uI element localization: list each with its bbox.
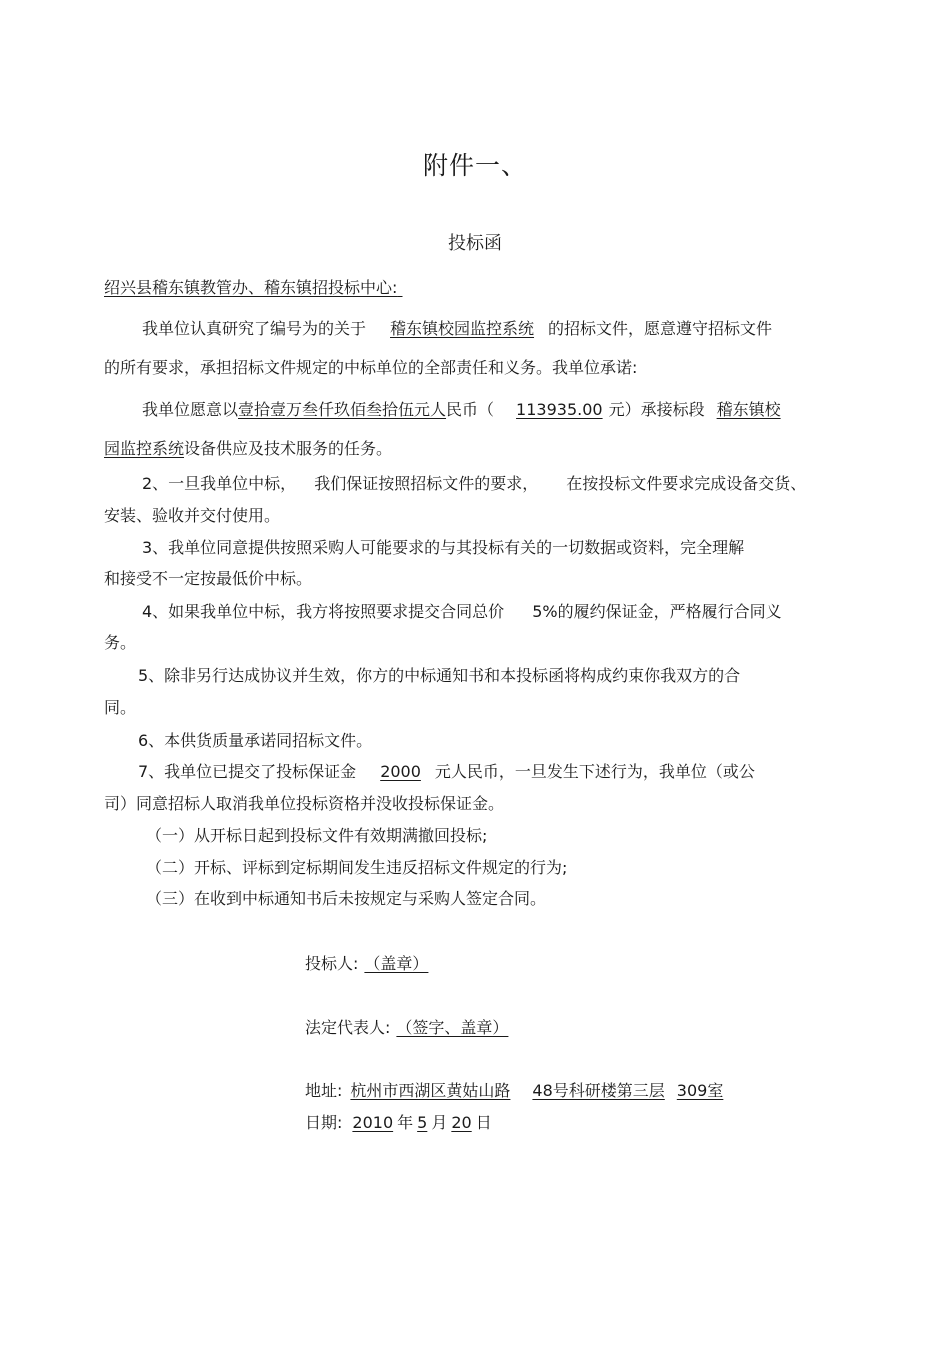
para1-line2: 的所有要求，承担招标文件规定的中标单位的全部责任和义务。我单位承诺: <box>104 358 638 377</box>
amount-number: 113935.00 <box>516 400 603 419</box>
date-label: 日期: <box>305 1113 343 1132</box>
item2-text-b: 我们保证按照招标文件的要求， <box>314 474 539 493</box>
legal-rep-line <box>305 1017 548 1039</box>
section-name-a: 稽东镇校 <box>716 400 781 419</box>
item1-text-b: 民币（ <box>446 400 495 419</box>
item4-line1 <box>142 601 782 623</box>
address-street: 杭州市西湖区黄姑山路 <box>350 1081 511 1100</box>
legal-rep-label: 法定代表人: <box>305 1018 391 1037</box>
condition-item: （一）从开标日起到投标文件有效期满撤回投标; <box>146 826 488 845</box>
condition-item: （三）在收到中标通知书后未按规定与采购人签定合同。 <box>146 889 547 908</box>
item4-line2: 务。 <box>104 633 137 652</box>
date-year: 2010 <box>352 1113 394 1132</box>
addressee <box>104 277 431 299</box>
item1-text-a: 我单位愿意以 <box>142 400 239 419</box>
item5-line1: 5、除非另行达成协议并生效，你方的中标通知书和本投标函将构成约束你我双方的合 <box>138 666 741 685</box>
amount-in-words: 壹拾壹万叁仟玖佰叁拾伍元人 <box>238 400 447 419</box>
project-name: 稽东镇校园监控系统 <box>390 319 535 338</box>
item1-text-d: 设备供应及技术服务的任务。 <box>184 439 393 458</box>
page-title: 附件一、 <box>422 151 527 180</box>
item3-line2: 和接受不一定按最低价中标。 <box>104 569 313 588</box>
item5-line2: 同。 <box>104 698 137 717</box>
date-day-unit: 日 <box>475 1113 492 1132</box>
date-day: 20 <box>451 1113 472 1132</box>
bidder-line <box>305 953 438 975</box>
item2-line2: 安装、验收并交付使用。 <box>104 506 281 525</box>
item1-line1 <box>142 399 781 421</box>
date-line <box>305 1112 492 1134</box>
deposit-amount: 2000 <box>380 762 421 781</box>
section-name-b: 园监控系统 <box>104 439 185 458</box>
para1-text-b: 的招标文件，愿意遵守招标文件 <box>548 319 773 338</box>
document-subtitle: 投标函 <box>448 233 502 254</box>
date-year-unit: 年 <box>397 1113 414 1132</box>
item7-line2: 司）同意招标人取消我单位投标资格并没收投标保证金。 <box>104 794 505 813</box>
address-building: 48号科研楼第三层 <box>532 1081 665 1100</box>
item7-text-b: 元人民币，一旦发生下述行为，我单位（或公 <box>434 762 755 781</box>
addressee-text: 绍兴县稽东镇教管办、稽东镇招投标中心: <box>104 278 398 297</box>
item7-text-a: 7、我单位已提交了投标保证金 <box>138 762 357 781</box>
address-room: 309室 <box>676 1081 724 1100</box>
item3-line1: 3、我单位同意提供按照采购人可能要求的与其投标有关的一切数据或资料，完全理解 <box>142 538 745 557</box>
address-label: 地址: <box>305 1081 343 1100</box>
item1-text-c: 元）承接标段 <box>608 400 705 419</box>
bidder-label: 投标人: <box>305 954 359 973</box>
addressee-blank <box>397 277 431 299</box>
date-month: 5 <box>417 1113 428 1132</box>
item1-line2 <box>104 438 392 460</box>
bidder-seal: （盖章） <box>364 954 429 973</box>
legal-rep-signature: （签字、盖章） <box>396 1018 509 1037</box>
bond-percent: 5% <box>532 602 558 621</box>
para1-text-a: 我单位认真研究了编号为的关于 <box>142 319 367 338</box>
item6: 6、本供货质量承诺同招标文件。 <box>138 731 373 750</box>
condition-item: （二）开标、评标到定标期间发生违反招标文件规定的行为; <box>146 858 568 877</box>
para1-line1 <box>142 318 772 340</box>
date-month-unit: 月 <box>431 1113 448 1132</box>
item2-text-c: 在按投标文件要求完成设备交货、 <box>566 474 807 493</box>
item4-text-a: 4、如果我单位中标，我方将按照要求提交合同总价 <box>142 602 505 621</box>
item4-text-b: 的履约保证金，严格履行合同义 <box>557 602 782 621</box>
item2-text-a: 2、一旦我单位中标， <box>142 474 297 493</box>
address-line <box>305 1080 723 1102</box>
item7-line1 <box>138 761 755 783</box>
item2-line1 <box>142 473 806 495</box>
